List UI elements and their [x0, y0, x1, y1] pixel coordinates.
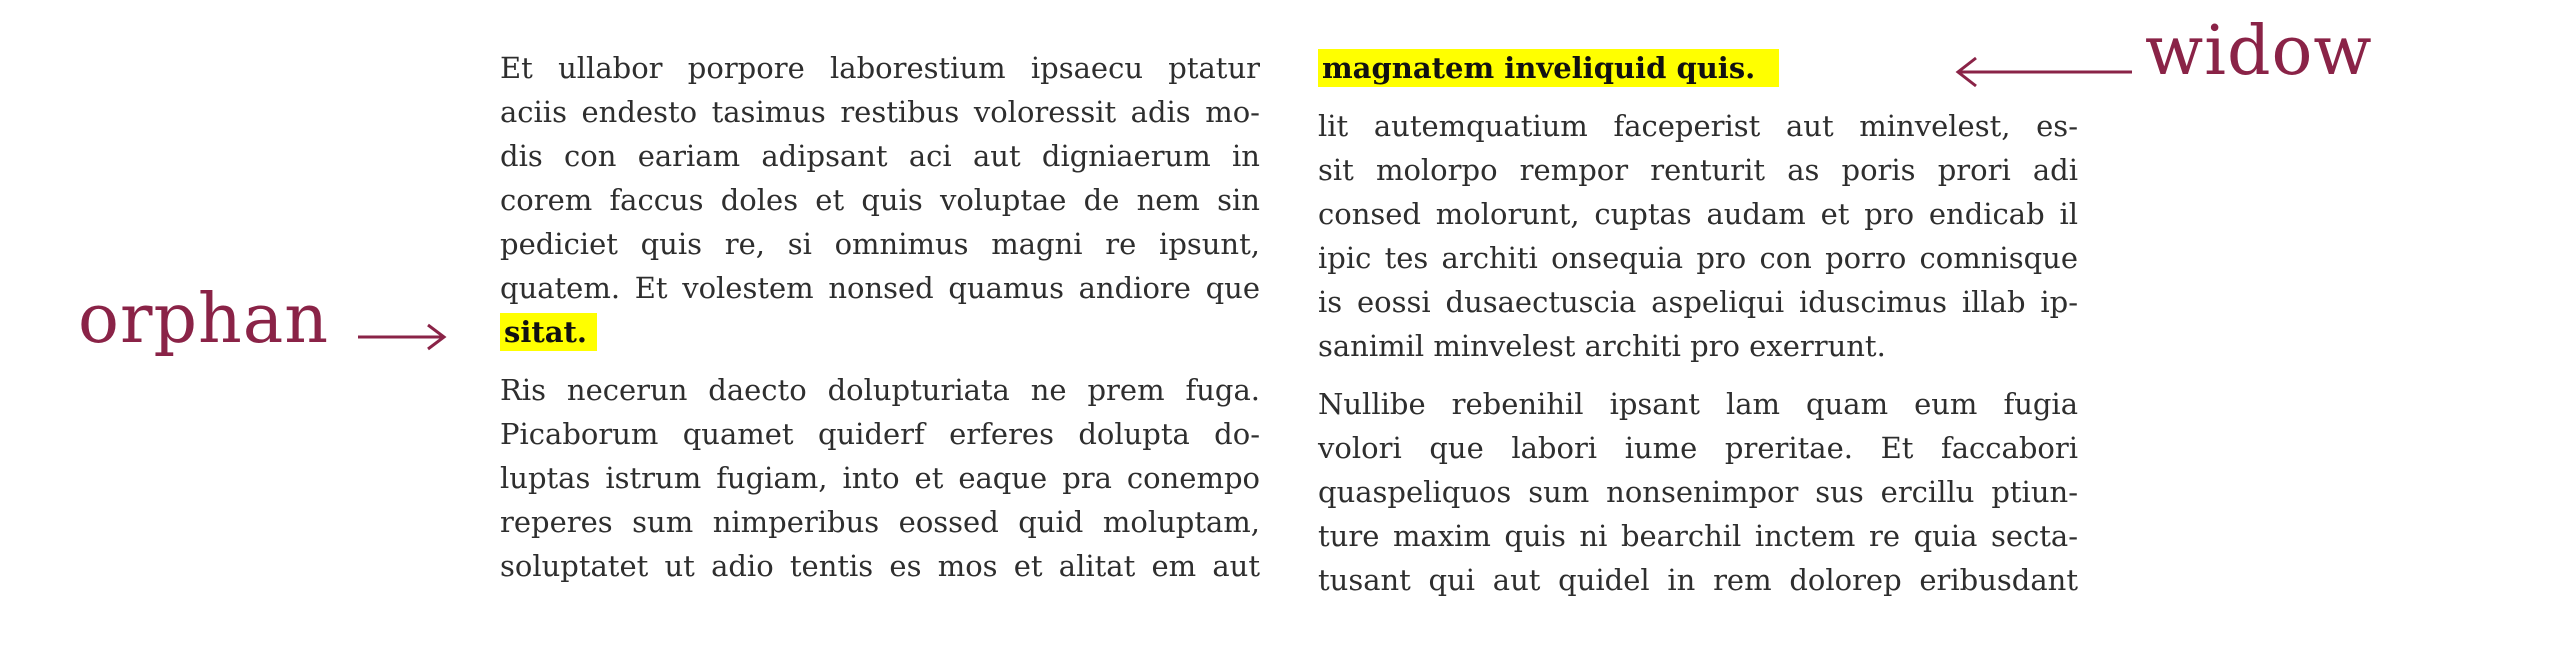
left-paragraph-2 [500, 368, 1260, 588]
text-line: ture maxim quis ni bearchil inctem re quia secta- [1318, 519, 2078, 553]
orphan-highlighted-line: sitat. [500, 313, 597, 351]
text-line: tusant qui aut quidel in rem dolorep eribusdant [1318, 563, 2078, 597]
text-line: Picaborum quamet quiderf erferes dolupta do- [500, 417, 1260, 451]
text-line: is eossi dusaectuscia aspeliqui iduscimus illab ip- [1318, 285, 2078, 319]
text-line: Nullibe rebenihil ipsant lam quam eum fugia [1318, 387, 2078, 421]
left-paragraph-1 [500, 46, 1260, 354]
text-line: quaspeliquos sum nonsenimpor sus ercillu ptiun- [1318, 475, 2078, 509]
widow-line-row [1318, 46, 2078, 90]
orphan-arrow-icon [358, 322, 448, 352]
orphan-label: orphan [78, 280, 330, 359]
left-text-column [500, 46, 1260, 588]
text-line: reperes sum nimperibus eossed quid moluptam, [500, 505, 1260, 539]
text-line: aciis endesto tasimus restibus voloressit adis mo- [500, 95, 1260, 129]
text-line: volori que labori iume preritae. Et faccabori [1318, 431, 2078, 465]
text-line: corem faccus doles et quis voluptae de nem sin [500, 183, 1260, 217]
text-line: lit autemquatium faceperist aut minvelest, es- [1318, 109, 2078, 143]
text-line: sanimil minvelest architi pro exerrunt. [1318, 329, 1886, 363]
text-line: luptas istrum fugiam, into et eaque pra conempo [500, 461, 1260, 495]
text-line: consed molorunt, cuptas audam et pro endicab il [1318, 197, 2078, 231]
text-line: dis con eariam adipsant aci aut digniaerum in [500, 139, 1260, 173]
text-line: Ris necerun daecto dolupturiata ne prem fuga. [500, 373, 1260, 407]
right-text-column [1318, 46, 2078, 602]
text-line: quatem. Et volestem nonsed quamus andiore que [500, 271, 1260, 305]
paragraph-gap [1318, 368, 2078, 382]
paragraph-gap [500, 354, 1260, 368]
text-line: sit molorpo rempor renturit as poris prori adi [1318, 153, 2078, 187]
paragraph-gap [1318, 90, 2078, 104]
text-line: ipic tes architi onsequia pro con porro comnisque [1318, 241, 2078, 275]
text-line: pediciet quis re, si omnimus magni re ipsunt, [500, 227, 1260, 261]
widow-label: widow [2145, 12, 2373, 91]
right-paragraph-1 [1318, 104, 2078, 368]
widow-highlighted-line: magnatem inveliquid quis. [1318, 49, 1779, 87]
orphan-line-row [500, 310, 1260, 354]
text-line: Et ullabor porpore laborestium ipsaecu ptatur [500, 51, 1260, 85]
right-paragraph-2 [1318, 382, 2078, 602]
text-line: soluptatet ut adio tentis es mos et alitat em aut [500, 549, 1260, 583]
